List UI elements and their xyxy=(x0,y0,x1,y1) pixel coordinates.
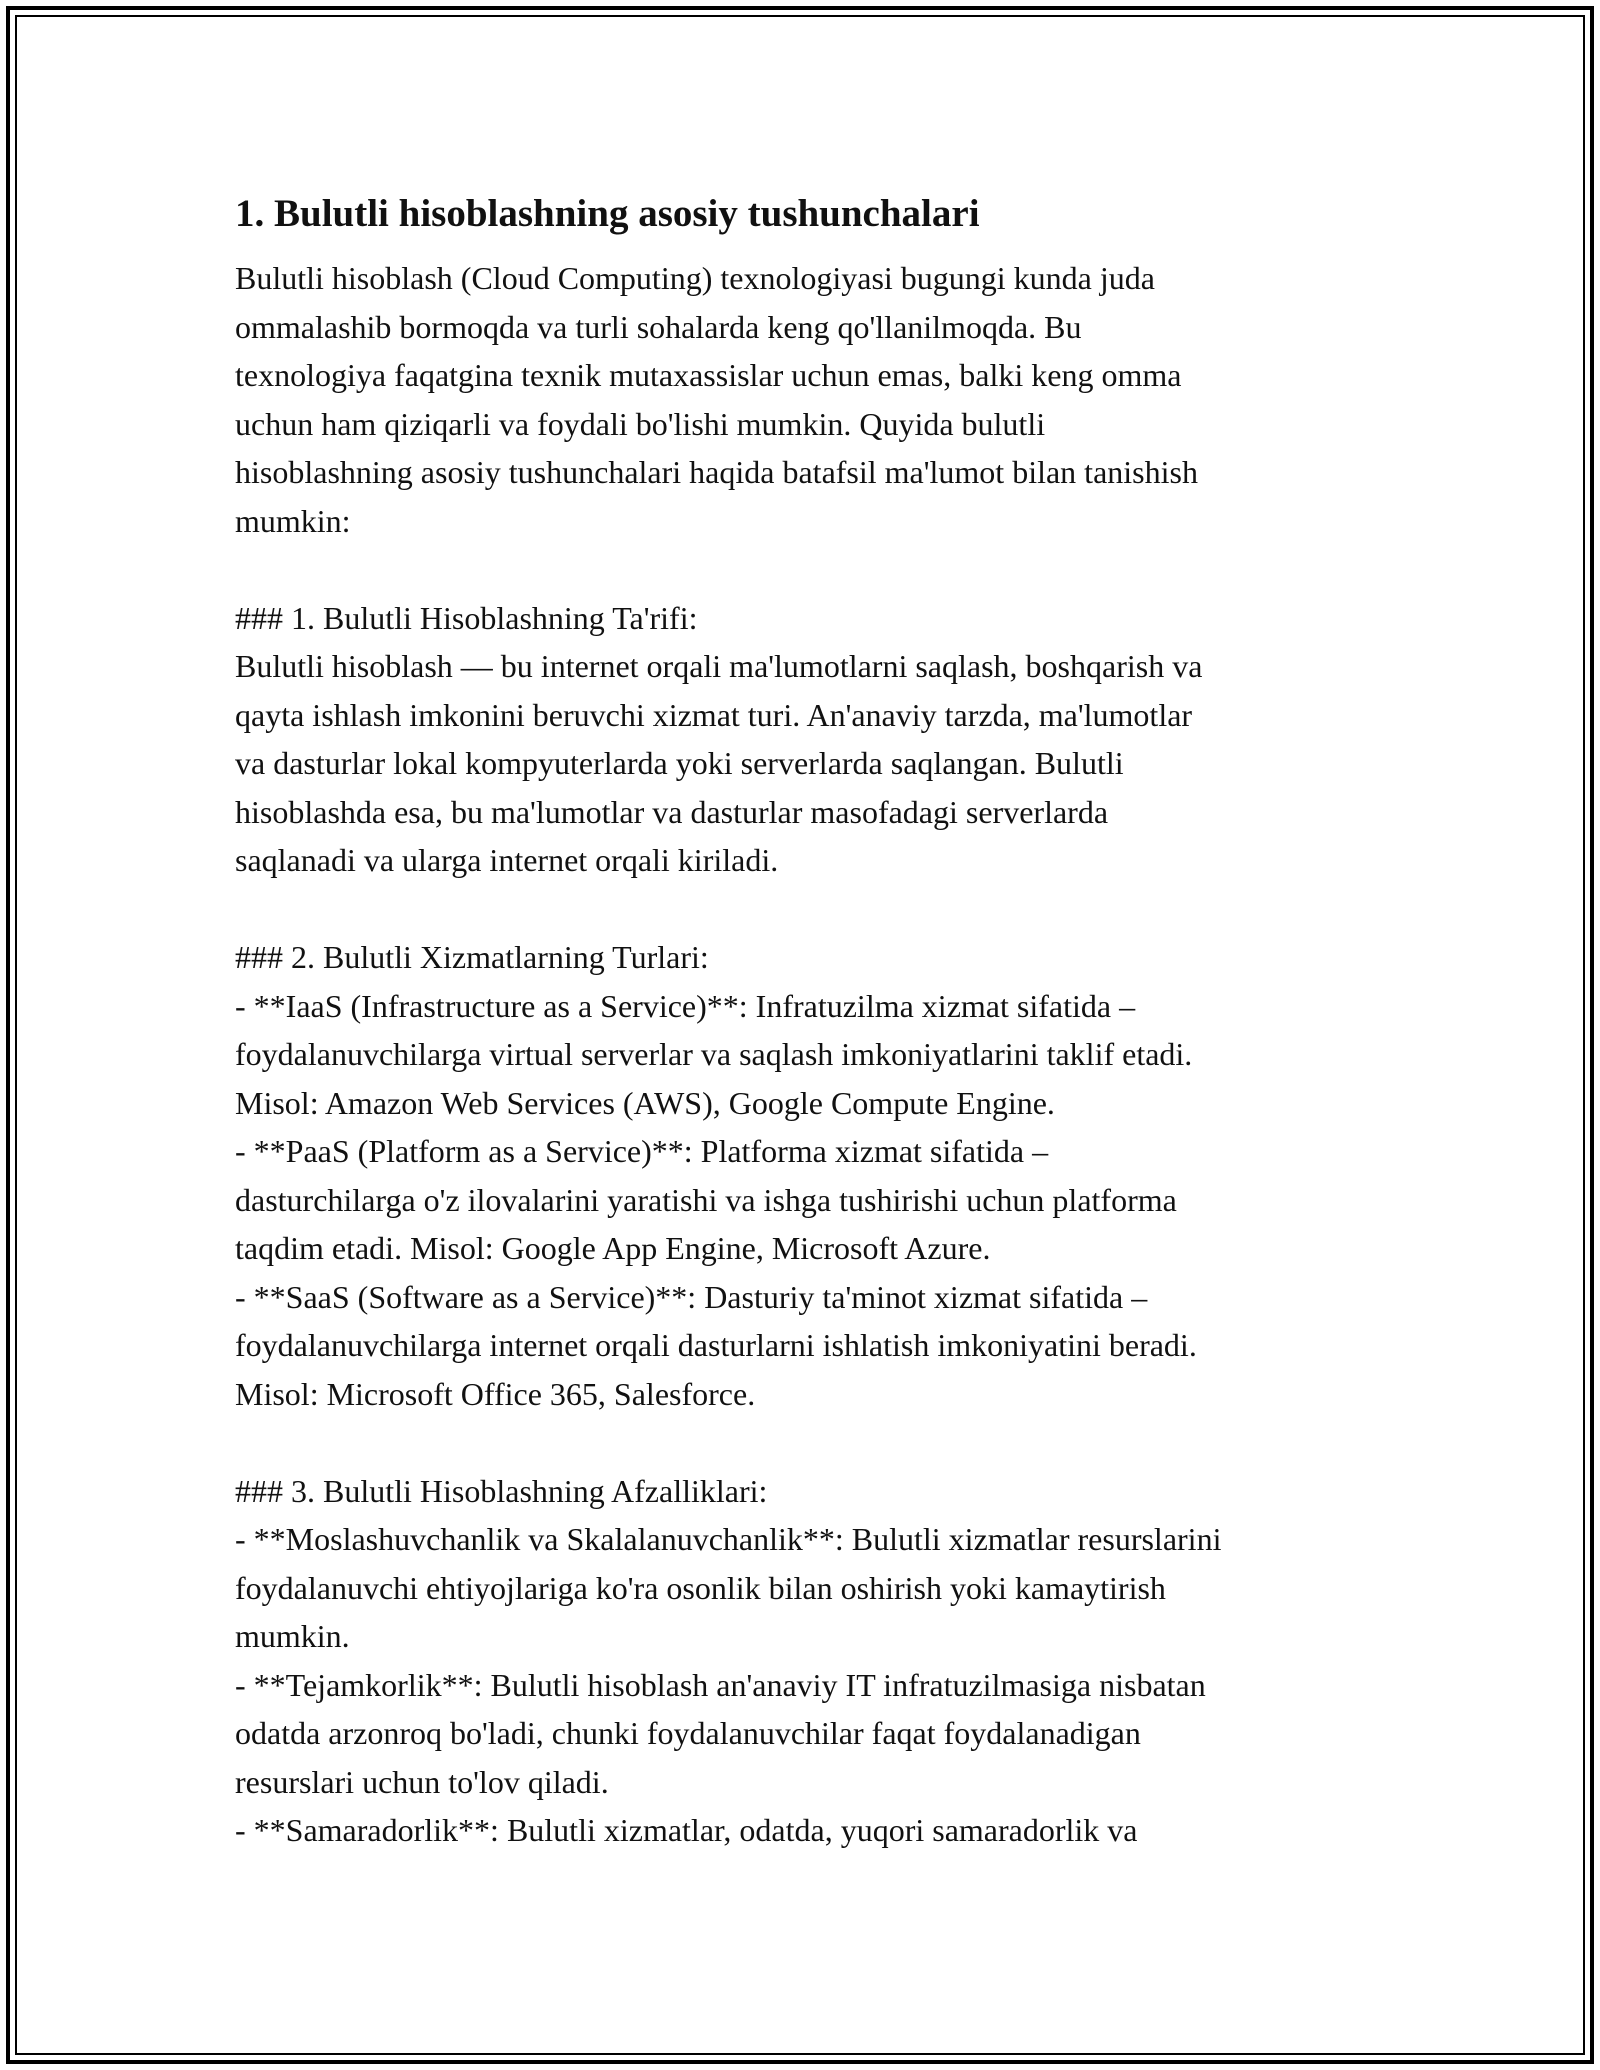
section-heading-line: ### 2. Bulutli Xizmatlarning Turlari: xyxy=(235,939,709,975)
text-line: foydalanuvchi ehtiyojlariga ko'ra osonlik bilan oshirish yoki kamaytirish xyxy=(235,1569,1166,1606)
text-line: mumkin. xyxy=(235,1618,350,1654)
section-heading-line: ### 3. Bulutli Hisoblashning Afzalliklari: xyxy=(235,1472,768,1509)
text-line: texnologiya faqatgina texnik mutaxassislar uchun emas, balki keng omma xyxy=(235,357,1182,393)
text-line: hisoblashning asosiy tushunchalari haqida batafsil ma'lumot bilan tanishish xyxy=(235,454,1198,490)
text-line: mumkin: xyxy=(235,502,351,539)
text-line: Bulutli hisoblash (Cloud Computing) texnologiyasi bugungi kunda juda xyxy=(235,260,1155,296)
list-item-line: - **Tejamkorlik**: Bulutli hisoblash an'anaviy IT infratuzilmasiga nisbatan xyxy=(235,1666,1206,1703)
list-item-line: - **SaaS (Software as a Service)**: Dasturiy ta'minot xizmat sifatida – xyxy=(235,1278,1148,1315)
text-line: resurslari uchun to'lov qiladi. xyxy=(235,1763,609,1800)
text-line: uchun ham qiziqarli va foydali bo'lishi mumkin. Quyida bulutli xyxy=(235,405,1046,442)
list-item-line: - **IaaS (Infrastructure as a Service)**: Infratuzilma xizmat sifatida – xyxy=(235,987,1136,1024)
blank-line xyxy=(235,1418,1385,1467)
text-line: Bulutli hisoblash — bu internet orqali ma'lumotlarni saqlash, boshqarish va xyxy=(235,648,1203,684)
blank-line xyxy=(235,885,1385,934)
list-item-line: - **PaaS (Platform as a Service)**: Platforma xizmat sifatida – xyxy=(235,1133,1049,1169)
document-body xyxy=(235,186,1385,1855)
blank-line xyxy=(235,545,1385,594)
text-line: ommalashib bormoqda va turli sohalarda keng qo'llanilmoqda. Bu xyxy=(235,308,1082,345)
text-line: qayta ishlash imkonini beruvchi xizmat turi. An'anaviy tarzda, ma'lumotlar xyxy=(235,696,1193,733)
text-line: odatda arzonroq bo'ladi, chunki foydalanuvchilar faqat foydalanadigan xyxy=(235,1715,1141,1751)
text-line: foydalanuvchilarga internet orqali dasturlarni ishlatish imkoniyatini beradi. xyxy=(235,1327,1197,1363)
text-line: va dasturlar lokal kompyuterlarda yoki serverlarda saqlangan. Bulutli xyxy=(235,745,1124,781)
list-item-line: - **Samaradorlik**: Bulutli xizmatlar, odatda, yuqori samaradorlik va xyxy=(235,1812,1138,1848)
document-title: 1. Bulutli hisoblashning asosiy tushunchalari xyxy=(235,192,980,235)
text-line: Misol: Microsoft Office 365, Salesforce. xyxy=(235,1375,756,1412)
text-line: foydalanuvchilarga virtual serverlar va saqlash imkoniyatlarini taklif etadi. xyxy=(235,1036,1193,1072)
list-item-line: - **Moslashuvchanlik va Skalalanuvchanlik**: Bulutli xizmatlar resurslarini xyxy=(235,1521,1222,1557)
text-line: hisoblashda esa, bu ma'lumotlar va dasturlar masofadagi serverlarda xyxy=(235,793,1109,830)
text-line: Misol: Amazon Web Services (AWS), Google Compute Engine. xyxy=(235,1084,1055,1121)
text-line: saqlanadi va ularga internet orqali kiriladi. xyxy=(235,842,779,878)
text-line: taqdim etadi. Misol: Google App Engine, Microsoft Azure. xyxy=(235,1230,991,1266)
section-heading-line: ### 1. Bulutli Hisoblashning Ta'rifi: xyxy=(235,599,698,636)
text-line: dasturchilarga o'z ilovalarini yaratishi va ishga tushirishi uchun platforma xyxy=(235,1181,1177,1218)
